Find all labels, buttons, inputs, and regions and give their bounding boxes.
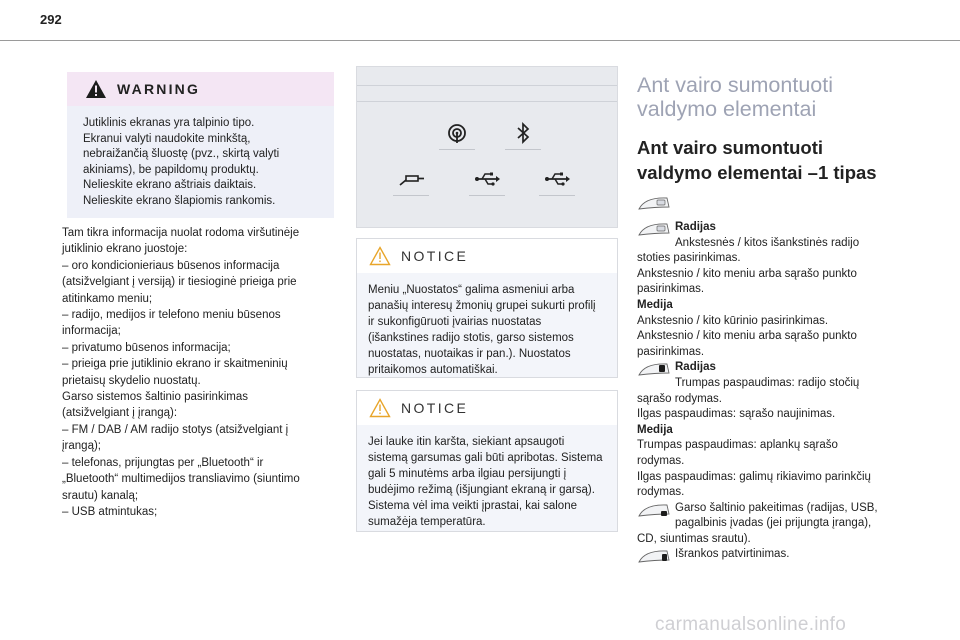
notice-line: pritaikomos automatiškai.: [368, 364, 498, 376]
text-line: – radijo, medijos ir telefono meniu būsenos: [62, 309, 281, 322]
text-line: srautu) kanalą;: [62, 489, 139, 502]
text-line: Trumpas paspaudimas: aplankų sąrašo: [637, 439, 838, 452]
notice-title: NOTICE: [401, 400, 469, 416]
icon-underline: [539, 195, 575, 196]
warning-body: [67, 106, 334, 210]
notice-line: sistemą garsumas gali būti apribotas. Sistema: [368, 452, 603, 464]
text-line: Ilgas paspaudimas: galimų rikiavimo parinkčių: [637, 470, 871, 483]
notice-line: Meniu „Nuostatos“ galima asmeniui arba: [368, 284, 575, 296]
block-heading: Radijas: [675, 361, 716, 374]
usb-icon: [473, 167, 501, 191]
text-line: CD, siuntimas srautu).: [637, 532, 751, 545]
text-line: rodymas.: [637, 454, 685, 467]
subsection-title-line: Ant vairo sumontuoti: [637, 137, 824, 158]
section-title-line: Ant vairo sumontuoti: [637, 73, 833, 97]
screen-strip: [357, 85, 617, 86]
notice-line: Sistema vėl ima veikti įprastai, kai salone: [368, 500, 577, 512]
text-line: – privatumo būsenos informacija;: [62, 341, 231, 354]
notice-line: ir sukonfigūruoti įvairias nuostatas: [368, 316, 542, 328]
warning-title: WARNING: [117, 81, 201, 97]
subsection-title-line: valdymo elementai –1 tipas: [637, 162, 877, 183]
notice-line: Jei lauke itin karšta, siekiant apsaugoti: [368, 436, 565, 448]
text-line: Garso šaltinio pakeitimas (radijas, USB,: [675, 501, 878, 514]
footer-watermark: carmanualsonline.info: [655, 614, 847, 635]
notice-triangle-icon: [369, 398, 391, 418]
notice-body: [357, 425, 617, 540]
steering-control-icon: [637, 548, 671, 566]
text-line: prietaisų skydelio nuostatų.: [62, 374, 201, 387]
icon-underline: [505, 149, 541, 150]
text-line: (atsižvelgiant į įrangą):: [62, 407, 178, 420]
notice-box-temperature: [356, 390, 618, 532]
warning-triangle-icon: [85, 79, 107, 99]
section-title-line: valdymo elementai: [637, 97, 817, 121]
text-line: Ankstesnio / kito meniu arba sąrašo punkto: [637, 330, 857, 343]
column1-text: [62, 225, 337, 520]
warning-line: nebraižančią šluostę (pvz., skirtą valyti: [83, 148, 280, 161]
text-line: informacija;: [62, 325, 121, 338]
page-number: 292: [40, 12, 62, 27]
text-line: (atsižvelgiant į versiją) ir tiesioginė prieiga prie: [62, 276, 297, 289]
top-divider: [0, 40, 960, 41]
text-line: pasirinkimas.: [637, 283, 705, 296]
section-title: [637, 73, 937, 121]
notice-line: budėjimo režimą (išjungiant ekraną ir garsą).: [368, 484, 595, 496]
notice-title: NOTICE: [401, 248, 469, 264]
icon-underline: [469, 195, 505, 196]
text-line: „Bluetooth“ multimedijos transliavimo (siuntimo: [62, 473, 300, 486]
bluetooth-icon: [509, 121, 537, 145]
block-heading: Radijas: [675, 221, 716, 233]
text-line: įrangą);: [62, 440, 101, 453]
warning-box: [67, 72, 334, 218]
warning-line: Nelieskite ekrano aštriais daiktais.: [83, 179, 257, 192]
notice-header: [357, 239, 617, 273]
warning-header: [67, 72, 334, 106]
text-line: Ankstesnės / kitos išankstinės radijo: [675, 236, 860, 249]
block-heading: Medija: [637, 423, 673, 436]
radio-icon: [443, 121, 471, 145]
notice-body: [357, 273, 617, 388]
text-line: – telefonas, prijungtas per „Bluetooth“ ir: [62, 456, 264, 469]
aux-jack-icon: [397, 167, 425, 191]
steering-control-icon: [637, 221, 671, 239]
text-line: pagalbinis įvadas (jei prijungta įranga),: [675, 517, 872, 530]
notice-triangle-icon: [369, 246, 391, 266]
notice-header: [357, 391, 617, 425]
usb-icon: [543, 167, 571, 191]
screen-strip: [357, 101, 617, 102]
notice-line: nuostatas, nuotaikas ir pan.). Nuostatos: [368, 348, 571, 360]
warning-line: Ekranui valyti naudokite minkštą,: [83, 132, 251, 145]
notice-line: gali 5 minutėms arba ilgiau persijungti į: [368, 468, 567, 480]
text-line: rodymas.: [637, 486, 685, 499]
subsection-title: [637, 135, 937, 185]
text-line: sąrašo rodymas.: [637, 392, 723, 405]
text-line: stoties pasirinkimas.: [637, 252, 741, 265]
text-line: Ankstesnio / kito meniu arba sąrašo punkto: [637, 267, 857, 280]
text-line: – prieiga prie jutiklinio ekrano ir skaitmeninių: [62, 358, 288, 371]
column3-text: [637, 220, 922, 566]
steering-control-icon: [637, 502, 671, 520]
steering-control-icon: [637, 361, 671, 379]
text-line: Tam tikra informacija nuolat rodoma viršutinėje: [62, 227, 300, 239]
text-line: Ankstesnio / kito kūrinio pasirinkimas.: [637, 314, 829, 327]
text-line: Trumpas paspaudimas: radijo stočių: [675, 376, 860, 389]
notice-line: panašių interesų žmonių grupei sukurti profilį: [368, 300, 596, 312]
text-line: jutiklinio ekrano juostoje:: [62, 243, 188, 256]
notice-box-settings: [356, 238, 618, 378]
icon-underline: [439, 149, 475, 150]
text-line: Išrankos patvirtinimas.: [675, 548, 790, 561]
text-line: pasirinkimas.: [637, 345, 705, 358]
warning-line: Jutiklinis ekranas yra talpinio tipo.: [83, 117, 255, 129]
text-line: Ilgas paspaudimas: sąrašo naujinimas.: [637, 408, 836, 421]
steering-control-icon: [637, 195, 671, 213]
block-heading: Medija: [637, 298, 673, 311]
notice-line: (išankstines radijo stotis, garso sistemos: [368, 332, 574, 344]
text-line: – FM / DAB / AM radijo stotys (atsižvelgiant į: [62, 423, 289, 436]
notice-line: sumažėja temperatūra.: [368, 516, 486, 528]
warning-line: akiniams), be papildomų produktų.: [83, 163, 259, 176]
text-line: Garso sistemos šaltinio pasirinkimas: [62, 391, 248, 404]
text-line: – oro kondicionieriaus būsenos informacija: [62, 259, 280, 272]
text-line: atitinkamo meniu;: [62, 292, 153, 305]
touchscreen-illustration: [356, 66, 618, 228]
text-line: – USB atmintukas;: [62, 505, 158, 518]
warning-line: Nelieskite ekrano šlapiomis rankomis.: [83, 194, 276, 207]
icon-underline: [393, 195, 429, 196]
